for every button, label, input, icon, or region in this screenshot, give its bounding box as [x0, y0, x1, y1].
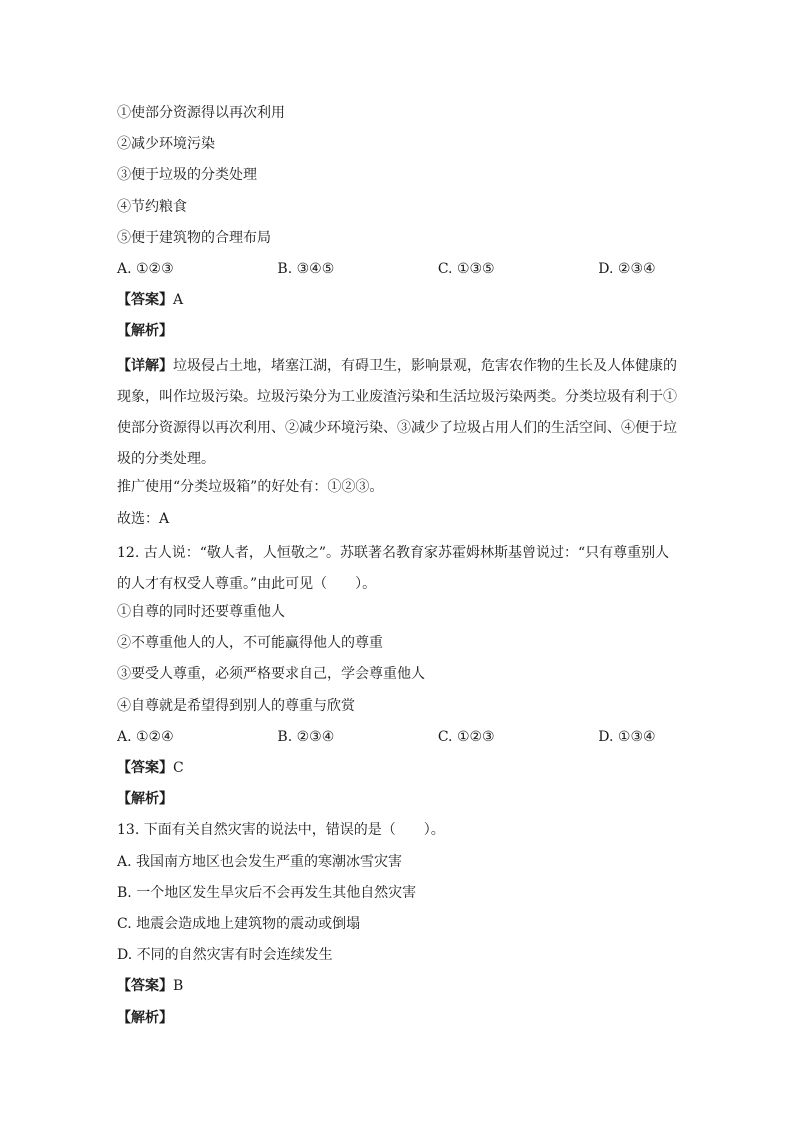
q12-item-3: ③要受人尊重，必须严格要求自己，学会尊重他人: [117, 666, 425, 683]
answer-label: 【答案】: [117, 760, 173, 777]
q11-option-b: B. ③④⑤: [277, 260, 335, 277]
q13-analysis-label: 【解析】: [117, 1009, 173, 1026]
q11-item-5: ⑤便于建筑物的合理布局: [117, 229, 271, 246]
q11-detail: [117, 351, 677, 476]
q11-item-4: ④节约粮食: [117, 198, 187, 215]
detail-label: 【详解】: [117, 357, 173, 374]
q11-options: [117, 257, 677, 288]
q13-stem: 13. 下面有关自然灾害的说法中，错误的是（ ）。: [117, 822, 445, 839]
detail-text: 垃圾侵占土地，堵塞江湖，有碍卫生，影响景观，危害农作物的生长及人体健康的现象，叫作垃圾污染。垃圾污染分为工业废渣污染和生活垃圾污染两类。分类垃圾有利于①使部分资源得以再次利用、②减少环境污染、③减少了垃圾占用人们的生活空间、④便于垃圾的分类处理。: [117, 357, 677, 468]
q12-item-4: ④自尊就是希望得到别人的尊重与欣赏: [117, 697, 355, 714]
answer-label: 【答案】: [117, 292, 173, 309]
q11-item-2: ②减少环境污染: [117, 136, 215, 153]
document-content: [117, 101, 677, 1037]
q11-answer: [117, 288, 677, 319]
q11-choice: 故选：A: [117, 510, 170, 527]
q11-option-a: A. ①②③: [117, 260, 174, 277]
q12-answer: [117, 756, 677, 787]
answer-value: A: [173, 292, 184, 309]
q11-analysis-label: 【解析】: [117, 323, 173, 340]
q11-option-d: D. ②③④: [598, 260, 656, 277]
q12-option-a: A. ①②④: [117, 728, 174, 745]
q13-option-a: A. 我国南方地区也会发生严重的寒潮冰雪灾害: [117, 853, 403, 870]
q13-option-d: D. 不同的自然灾害有时会连续发生: [117, 947, 333, 964]
q11-summary: 推广使用“分类垃圾箱”的好处有：①②③。: [117, 479, 384, 496]
q13-answer: [117, 974, 677, 1005]
q12-item-2: ②不尊重他人的人，不可能赢得他人的尊重: [117, 635, 383, 652]
answer-label: 【答案】: [117, 978, 173, 995]
q12-option-b: B. ②③④: [277, 728, 335, 745]
answer-value: C: [173, 760, 184, 777]
q11-option-c: C. ①③⑤: [437, 260, 495, 277]
q12-stem: 12. 古人说：“敬人者，人恒敬之”。苏联著名教育家苏霍姆林斯基曾说过：“只有尊重别人的人才有权受人尊重。”由此可见（ ）。: [117, 544, 670, 592]
q12-analysis-label: 【解析】: [117, 791, 173, 808]
q12-options: [117, 725, 677, 756]
q12-option-d: D. ①③④: [598, 728, 656, 745]
q11-item-3: ③便于垃圾的分类处理: [117, 167, 257, 184]
q12-item-1: ①自尊的同时还要尊重他人: [117, 604, 285, 621]
q13-option-b: B. 一个地区发生旱灾后不会再发生其他自然灾害: [117, 884, 417, 901]
answer-value: B: [173, 978, 184, 995]
q12-option-c: C. ①②③: [437, 728, 495, 745]
q13-option-c: C. 地震会造成地上建筑物的震动或倒塌: [117, 915, 361, 932]
q11-item-1: ①使部分资源得以再次利用: [117, 105, 285, 121]
